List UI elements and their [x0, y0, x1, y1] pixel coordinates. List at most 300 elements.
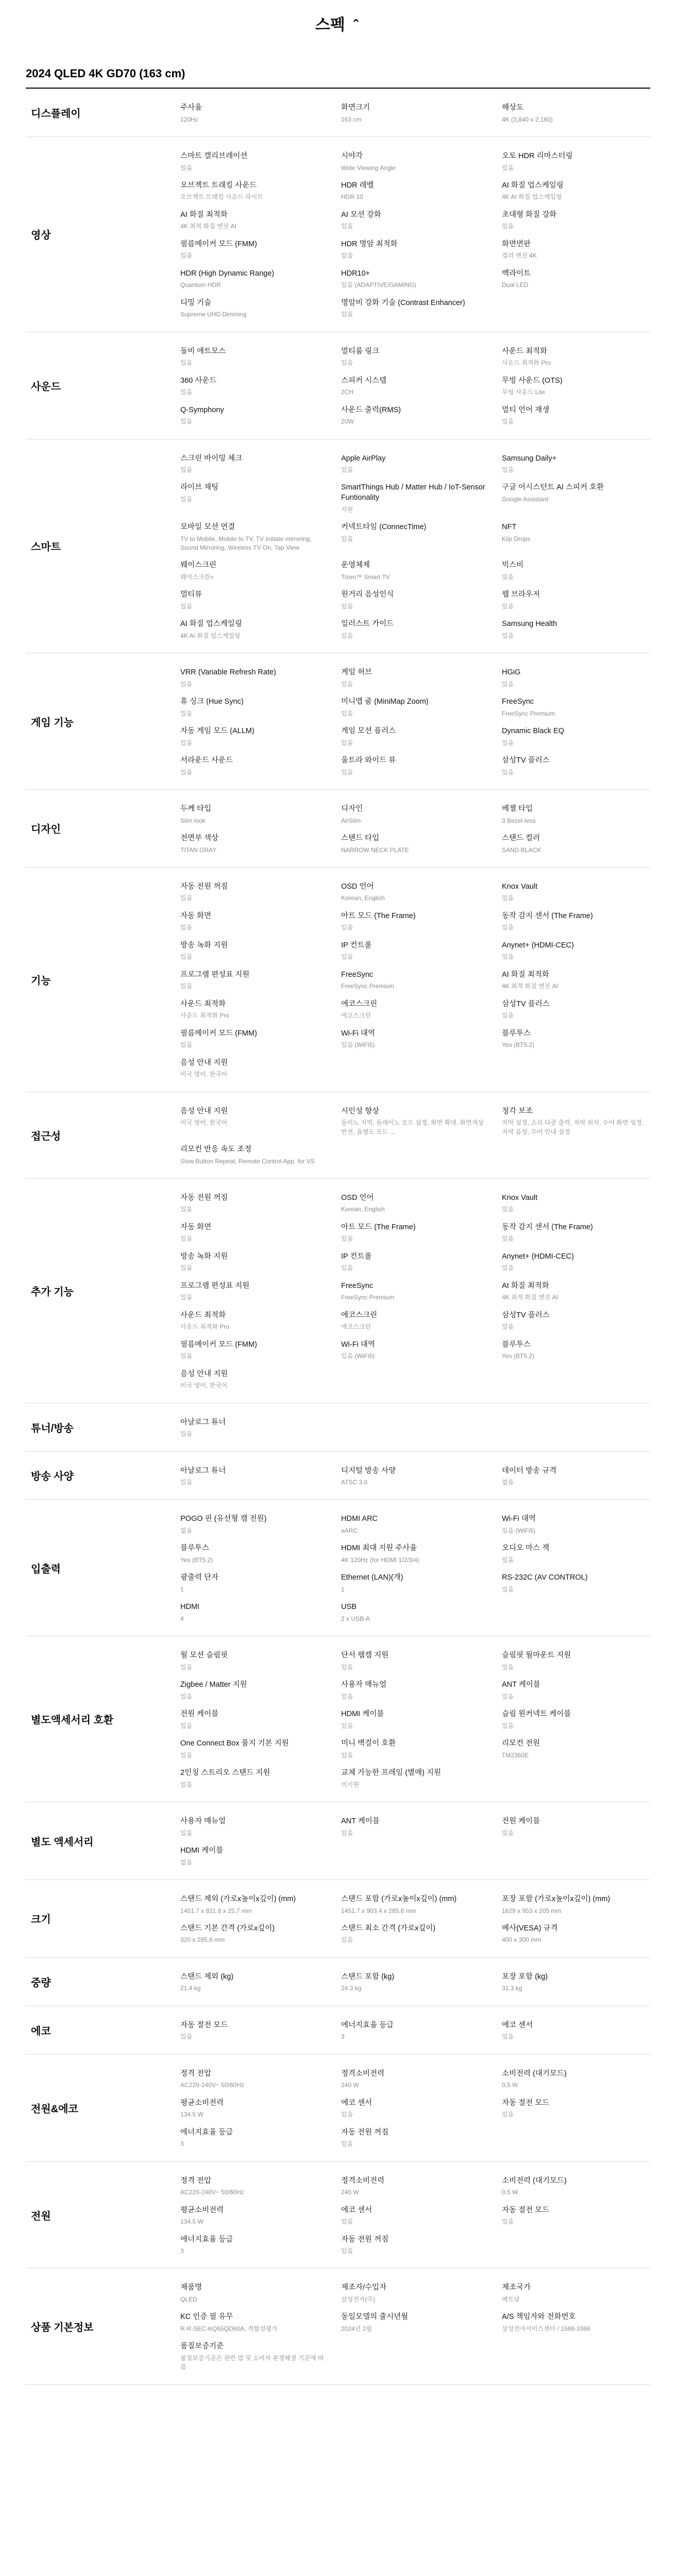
- chevron-up-icon: ⌃: [351, 17, 361, 30]
- spec-item: [341, 587, 489, 616]
- spec-item: [502, 694, 650, 723]
- spec-value: 자막 설정, 소리 다중 출력, 자막 위치, 수어 화면 설정, 자막 음성, 수어 안내 설정: [502, 1119, 644, 1136]
- section-name: 입출력: [31, 1563, 61, 1575]
- spec-label: 블루투스: [180, 1544, 210, 1553]
- spec-value: 있음: [502, 2218, 514, 2226]
- spec-label: 오디오 마스 잭: [502, 1544, 550, 1553]
- spec-label: 동작 감지 센서 (The Frame): [502, 911, 593, 920]
- spec-item: [502, 2309, 650, 2338]
- spec-label: 광출력 단자: [180, 1573, 219, 1582]
- spec-title: 스펙: [315, 16, 345, 33]
- section-name: 튜너/방송: [31, 1422, 74, 1434]
- spec-label: 스마트 캘리브레이션: [180, 151, 248, 160]
- section-items: [180, 1958, 650, 2006]
- spec-item: [341, 1337, 489, 1366]
- spec-value: AC220-240V~ 50/60Hz: [180, 2081, 244, 2089]
- spec-value: Supreme UHD Dimming: [180, 311, 247, 318]
- spec-label: SmartThings Hub / Matter Hub / IoT-Sensor Funtionality: [341, 483, 485, 502]
- spec-section: [26, 1636, 650, 1802]
- spec-label: Knox Vault: [502, 882, 538, 891]
- spec-label: FreeSync: [341, 970, 374, 979]
- section-name: 디스플레이: [31, 108, 81, 120]
- spec-item: [341, 266, 489, 295]
- spec-label: 데이터 방송 규격: [502, 1466, 557, 1475]
- spec-item: [180, 2125, 329, 2154]
- spec-value: 3: [180, 2247, 184, 2255]
- spec-item: [180, 938, 329, 967]
- spec-item: [502, 2095, 650, 2125]
- spec-value: 비국 영어, 한국어: [180, 1119, 228, 1127]
- spec-label: 모바일 모션 연결: [180, 523, 235, 531]
- spec-item: [502, 1337, 650, 1366]
- spec-value: FreeSync Premium: [502, 709, 555, 717]
- spec-item: [180, 1337, 329, 1366]
- spec-value: 21.4 kg: [180, 1985, 201, 1992]
- spec-label: 프로그램 편성표 지원: [180, 970, 250, 979]
- section-items: [180, 439, 650, 653]
- spec-item: [502, 938, 650, 967]
- spec-item: [341, 1921, 489, 1950]
- spec-label: 휴 싱크 (Hue Sync): [180, 698, 244, 706]
- spec-header-toggle[interactable]: [26, 0, 650, 46]
- spec-value: 있음: [180, 2033, 193, 2041]
- spec-value: 1: [341, 1585, 345, 1593]
- spec-item: [341, 2309, 489, 2338]
- spec-label: VRR (Variable Refresh Rate): [180, 668, 276, 677]
- spec-item: [502, 616, 650, 646]
- spec-label: 자동 게임 모드 (ALLM): [180, 727, 255, 736]
- spec-label: 교체 가능한 프레임 (별매) 지원: [341, 1769, 441, 1777]
- spec-item: [341, 2018, 489, 2047]
- spec-label: 스탠드 타입: [341, 834, 380, 842]
- spec-value: 있음: [341, 1936, 353, 1944]
- spec-value: 있음: [341, 359, 353, 367]
- spec-item: [180, 587, 329, 616]
- spec-value: 있음: [341, 466, 353, 474]
- section-items: [180, 2268, 650, 2384]
- spec-item: [341, 908, 489, 938]
- spec-item: [502, 967, 650, 996]
- spec-label: 에너지효율 등급: [180, 2128, 233, 2137]
- spec-label: 정격 전압: [180, 2069, 212, 2078]
- spec-label: 품질보증기준: [180, 2342, 224, 2351]
- spec-value: 있음: [502, 894, 514, 902]
- spec-item: [341, 1026, 489, 1055]
- spec-item: [502, 373, 650, 402]
- spec-value: eARC: [341, 1527, 358, 1535]
- spec-label: 에코스크린: [341, 999, 378, 1008]
- spec-label: 단서 웹캠 지원: [341, 1651, 389, 1660]
- spec-value: 있음: [341, 1663, 353, 1671]
- spec-label: 프로그램 편성표 지원: [180, 1281, 250, 1290]
- section-items: [180, 868, 650, 1092]
- spec-label: RS-232C (AV CONTROL): [502, 1573, 588, 1582]
- section-name: 스마트: [31, 541, 61, 553]
- spec-item: [502, 344, 650, 373]
- spec-item: [341, 938, 489, 967]
- spec-value: 있음: [180, 388, 193, 396]
- spec-label: 베젤 타입: [502, 805, 533, 814]
- spec-label: 스탠드 최소 간격 (가로x깊이): [341, 1924, 436, 1933]
- spec-item: [502, 207, 650, 236]
- spec-value: 3: [180, 2140, 184, 2148]
- spec-label: 무빙 사운드 (OTS): [502, 376, 563, 385]
- spec-value: 있음: [502, 1264, 514, 1272]
- spec-label: HDMI 케이블: [341, 1710, 384, 1719]
- spec-value: 134.5 W: [180, 2218, 204, 2226]
- spec-item: [180, 1511, 329, 1540]
- spec-value: 있음: [502, 1323, 514, 1331]
- spec-label: 초대형 화질 강화: [502, 210, 557, 219]
- spec-item: [180, 616, 329, 646]
- spec-section: [26, 868, 650, 1092]
- spec-value: 있음: [180, 359, 193, 367]
- spec-value: 있음: [341, 2140, 353, 2148]
- spec-label: Knox Vault: [502, 1193, 538, 1202]
- spec-item: [341, 178, 489, 207]
- spec-item: [502, 1814, 650, 1843]
- spec-value: 있음: [341, 223, 353, 230]
- spec-section: [26, 2055, 650, 2162]
- spec-item: [502, 178, 650, 207]
- spec-value: 있음: [180, 602, 193, 610]
- spec-item: [502, 996, 650, 1026]
- spec-label: 자동 전원 꺼짐: [341, 2128, 389, 2137]
- spec-label: HDR10+: [341, 269, 370, 278]
- spec-item: [341, 1570, 489, 1599]
- spec-label: Ethernet (LAN)(개): [341, 1573, 403, 1582]
- spec-item: [180, 694, 329, 723]
- spec-item: [180, 1677, 329, 1706]
- spec-value: 있음: [502, 1235, 514, 1243]
- spec-value: 있음: [502, 632, 514, 639]
- spec-label: Anynet+ (HDMI-CEC): [502, 941, 574, 950]
- spec-item: [180, 2018, 329, 2047]
- spec-label: HDMI 케이블: [180, 1846, 224, 1855]
- spec-label: 스탠드 컬러: [502, 834, 540, 842]
- spec-label: 블루투스: [502, 1340, 531, 1349]
- spec-item: [341, 1190, 489, 1219]
- spec-item: [502, 2280, 650, 2309]
- spec-value: 있음: [341, 602, 353, 610]
- section-name: 중량: [31, 1977, 51, 1989]
- spec-value: 400 x 300 mm: [502, 1936, 542, 1944]
- spec-item: [180, 1648, 329, 1677]
- spec-label: 스탠드 포함 (가로x높이x깊이) (mm): [341, 1894, 457, 1903]
- section-items: [180, 790, 650, 867]
- spec-label: 오토 HDR 리마스터링: [502, 151, 573, 160]
- spec-value: FreeSync Premium: [341, 982, 394, 990]
- spec-value: 있음: [341, 1829, 353, 1837]
- spec-value: 있음: [180, 1479, 193, 1486]
- spec-label: 원거리 음성인식: [341, 590, 394, 599]
- spec-label: 아날로그 튜너: [180, 1418, 226, 1427]
- spec-label: Samsung Health: [502, 620, 557, 629]
- section-items: [180, 1179, 650, 1403]
- spec-value: 무빙 사운드 Lite: [502, 388, 545, 396]
- spec-section: [26, 137, 650, 332]
- spec-item: [341, 1463, 489, 1493]
- spec-value: 있음: [180, 466, 193, 474]
- spec-item: [180, 801, 329, 831]
- spec-label: HDMI ARC: [341, 1515, 378, 1523]
- spec-value: 있음: [180, 1781, 193, 1788]
- spec-label: Zigbee / Matter 지원: [180, 1681, 247, 1689]
- spec-value: 있음: [180, 1352, 193, 1360]
- spec-label: 해상도: [502, 104, 524, 112]
- spec-section: [26, 1500, 650, 1636]
- spec-value: 있음: [502, 924, 514, 931]
- spec-item: [341, 1706, 489, 1736]
- section-items: [180, 1636, 650, 1802]
- spec-section: [26, 1092, 650, 1179]
- spec-value: FreeSync Premium: [341, 1294, 394, 1301]
- spec-item: [180, 2066, 329, 2095]
- spec-label: 웨이스크린: [180, 561, 217, 570]
- spec-label: 방송 녹화 지원: [180, 941, 228, 950]
- spec-value: 웨이스크린+: [180, 573, 214, 581]
- spec-value: Slim look: [180, 817, 206, 824]
- spec-value: Korean, English: [341, 894, 385, 902]
- spec-label: AI 화질 업스케일링: [502, 181, 564, 190]
- spec-value: 있음 (ADAPTIVE/GAMING): [341, 281, 416, 289]
- spec-label: Wi-Fi 대역: [341, 1340, 375, 1349]
- spec-label: 시야각: [341, 151, 363, 160]
- spec-label: 평균소비전력: [180, 2206, 224, 2214]
- spec-label: Wi-Fi 대역: [341, 1029, 375, 1038]
- spec-label: 돌비 애트모스: [180, 347, 226, 355]
- section-name: 상품 기본정보: [31, 2322, 94, 2334]
- spec-label: OSD 언어: [341, 882, 374, 891]
- spec-item: [502, 1706, 650, 1736]
- spec-value: 있음: [180, 418, 193, 426]
- spec-item: [180, 1570, 329, 1599]
- spec-item: [341, 480, 489, 519]
- spec-label: Samsung Daily+: [502, 454, 556, 463]
- spec-sections: [26, 89, 650, 2385]
- section-name: 크기: [31, 1914, 51, 1926]
- spec-item: [341, 1814, 489, 1843]
- spec-value: ATSC 3.0: [341, 1479, 368, 1486]
- spec-item: [502, 2018, 650, 2047]
- spec-item: [341, 2095, 489, 2125]
- spec-value: 있음: [180, 739, 193, 747]
- spec-label: 슬림 원커넥트 케이블: [502, 1710, 571, 1719]
- spec-item: [180, 1540, 329, 1570]
- spec-label: 전원 케이블: [502, 1817, 540, 1826]
- spec-item: [341, 557, 489, 587]
- spec-item: [341, 1104, 489, 1142]
- spec-label: 삼성TV 플러스: [502, 1311, 550, 1319]
- spec-label: USB: [341, 1603, 357, 1612]
- spec-item: [341, 723, 489, 753]
- spec-section: [26, 439, 650, 654]
- spec-value: 4K (3,840 x 2,160): [502, 115, 553, 123]
- spec-item: [341, 1599, 489, 1629]
- spec-label: 에너지효율 등급: [180, 2235, 233, 2244]
- spec-value: 있음: [502, 1692, 514, 1700]
- spec-item: [341, 295, 489, 325]
- spec-value: 있음: [502, 1663, 514, 1671]
- spec-label: POGO 핀 (유선형 캠 전원): [180, 1515, 267, 1523]
- spec-label: 빅스비: [502, 561, 524, 570]
- section-items: [180, 1880, 650, 1957]
- section-items: [180, 2055, 650, 2161]
- spec-label: 사용자 매뉴얼: [180, 1817, 226, 1826]
- spec-item: [341, 801, 489, 831]
- spec-item: [502, 519, 650, 557]
- spec-item: [180, 1463, 329, 1493]
- spec-value: 사운드 최적화 Pro: [180, 1323, 229, 1331]
- spec-item: [180, 879, 329, 908]
- spec-label: Anynet+ (HDMI-CEC): [502, 1252, 574, 1261]
- spec-label: 슬림핏 월마운트 지원: [502, 1651, 571, 1660]
- spec-item: [502, 665, 650, 694]
- spec-value: 미지원: [341, 1781, 359, 1788]
- spec-value: 사운드 최적화 Pro: [180, 1012, 229, 1020]
- spec-label: 멀티뷰: [180, 590, 202, 599]
- spec-value: SAND BLACK: [502, 846, 542, 854]
- spec-value: 있음: [180, 496, 193, 503]
- spec-item: [180, 2095, 329, 2125]
- spec-item: [180, 266, 329, 295]
- spec-item: [502, 1104, 650, 1142]
- spec-label: 제품명: [180, 2283, 202, 2292]
- spec-item: [341, 694, 489, 723]
- spec-item: [180, 1104, 329, 1142]
- spec-item: [341, 1969, 489, 1998]
- spec-value: 있음: [180, 1294, 193, 1301]
- spec-value: 삼성전자(주): [341, 2296, 375, 2303]
- spec-item: [341, 996, 489, 1026]
- spec-value: 있음: [180, 768, 193, 776]
- spec-label: 커넥트타임 (ConnecTime): [341, 523, 427, 531]
- spec-value: 에코스크린: [341, 1012, 371, 1020]
- spec-value: 있음: [180, 709, 193, 717]
- spec-label: A/S 책임자와 전화번호: [502, 2313, 576, 2321]
- spec-label: 삼성TV 플러스: [502, 999, 550, 1008]
- spec-value: AC220-240V~ 50/60Hz: [180, 2189, 244, 2196]
- spec-label: HDMI 최대 지원 주사율: [341, 1544, 417, 1553]
- spec-value: 없음: [502, 1479, 514, 1486]
- spec-item: [341, 344, 489, 373]
- spec-item: [180, 207, 329, 236]
- spec-item: [341, 1219, 489, 1249]
- spec-item: [341, 100, 489, 129]
- spec-item: [180, 1891, 329, 1921]
- spec-label: 소비전력 (대기모드): [502, 2176, 567, 2185]
- spec-value: 있음: [180, 1751, 193, 1759]
- spec-label: KC 인증 필 유무: [180, 2313, 233, 2321]
- spec-item: [180, 753, 329, 782]
- spec-label: AI 모션 강화: [341, 210, 381, 219]
- spec-value: 있음 (WiFi5): [341, 1352, 375, 1360]
- spec-label: 방송 녹화 지원: [180, 1252, 228, 1261]
- spec-item: [180, 996, 329, 1026]
- spec-value: 있음: [502, 953, 514, 961]
- spec-value: 있음: [341, 1264, 353, 1272]
- spec-label: 전원 케이블: [180, 1710, 219, 1719]
- spec-value: 있음: [341, 1235, 353, 1243]
- spec-label: 필름메이커 모드 (FMM): [180, 1340, 257, 1349]
- spec-label: IP 컨트롤: [341, 1252, 372, 1261]
- spec-item: [341, 1511, 489, 1540]
- spec-item: [341, 148, 489, 178]
- spec-item: [341, 1648, 489, 1677]
- spec-label: Wi-Fi 대역: [502, 1515, 536, 1523]
- spec-value: 134.5 W: [180, 2111, 204, 2119]
- spec-item: [180, 1308, 329, 1337]
- spec-item: [502, 480, 650, 519]
- spec-item: [341, 2232, 489, 2261]
- spec-item: [502, 1648, 650, 1677]
- spec-label: 웹 브라우저: [502, 590, 540, 599]
- spec-value: 있음: [341, 1722, 353, 1730]
- section-name: 별도액세서리 호환: [31, 1715, 114, 1726]
- spec-label: HDR (High Dynamic Range): [180, 269, 275, 278]
- spec-value: Yes (BT5.2): [502, 1352, 534, 1360]
- spec-label: 멀티룸 링크: [341, 347, 380, 355]
- spec-value: 있음: [180, 1663, 193, 1671]
- spec-item: [502, 1511, 650, 1540]
- spec-item: [180, 1142, 329, 1171]
- spec-value: 있음: [341, 953, 353, 961]
- spec-value: 4: [180, 1615, 184, 1622]
- spec-label: 음성 안내 지원: [180, 1058, 228, 1067]
- spec-item: [180, 480, 329, 519]
- spec-label: 스탠드 포함 (kg): [341, 1972, 395, 1981]
- spec-label: One Connect Box 풀지 기본 지원: [180, 1739, 289, 1748]
- spec-value: 있음: [502, 739, 514, 747]
- spec-label: 필름메이커 모드 (FMM): [180, 1029, 257, 1038]
- spec-value: 있음: [502, 573, 514, 581]
- spec-label: 자동 절전 모드: [502, 2098, 550, 2107]
- spec-value: 3: [341, 2033, 345, 2041]
- spec-label: 스피커 시스템: [341, 376, 387, 385]
- spec-item: [180, 1921, 329, 1950]
- spec-label: 사용자 매뉴얼: [341, 1681, 387, 1689]
- spec-label: 미니맵 줌 (MiniMap Zoom): [341, 698, 429, 706]
- spec-value: 3 Bezel-less: [502, 817, 536, 824]
- spec-label: HDR 레벨: [341, 181, 374, 190]
- spec-label: 자동 절전 모드: [502, 2206, 550, 2214]
- spec-item: [180, 1366, 329, 1396]
- spec-label: AI 화질 최적화: [180, 210, 228, 219]
- spec-value: 있음: [502, 1012, 514, 1020]
- spec-item: [502, 1921, 650, 1950]
- section-items: [180, 332, 650, 439]
- spec-value: 있음: [502, 1722, 514, 1730]
- spec-value: 2024년 2월: [341, 2325, 372, 2332]
- spec-value: 24.3 kg: [341, 1985, 362, 1992]
- spec-value: 1451.7 x 831.8 x 25.7 mm: [180, 1907, 252, 1914]
- spec-item: [502, 1891, 650, 1921]
- spec-label: 서라운드 사운드: [180, 756, 233, 765]
- section-items: [180, 1452, 650, 1500]
- spec-item: [502, 100, 650, 129]
- spec-item: [502, 2173, 650, 2202]
- spec-section: [26, 1802, 650, 1880]
- spec-label: 베사(VESA) 규격: [502, 1924, 558, 1933]
- spec-value: 4K 최적 화질 엔진 AI: [180, 223, 236, 230]
- spec-label: 월 모션 슬림핏: [180, 1651, 228, 1660]
- section-name: 접근성: [31, 1130, 61, 1142]
- spec-label: Apple AirPlay: [341, 454, 386, 463]
- section-items: [180, 1802, 650, 1879]
- spec-value: 있음: [502, 1585, 514, 1593]
- spec-label: 360 사운드: [180, 376, 217, 385]
- spec-label: 동작 감지 센서 (The Frame): [502, 1223, 593, 1231]
